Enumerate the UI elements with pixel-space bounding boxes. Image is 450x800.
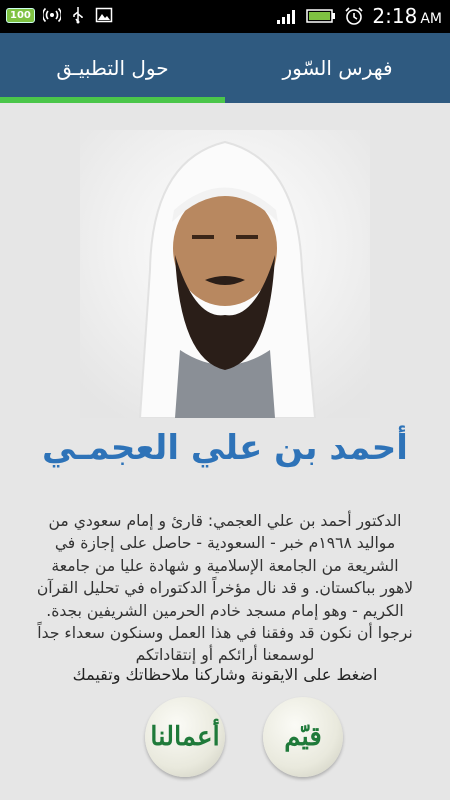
- clock: [372, 4, 442, 28]
- our-works-button[interactable]: [145, 697, 225, 777]
- battery-icon: [306, 7, 336, 25]
- tab-selected-indicator: [0, 97, 225, 103]
- bio-line: لاهور بباكستان. و قد نال مؤخراً الدكتوراه في تحليل القرآن: [36, 579, 414, 598]
- clock-time: 2:18: [372, 4, 418, 28]
- wifi-hotspot-icon: [43, 6, 61, 24]
- clock-ampm: AM: [420, 11, 442, 27]
- bio-line: نرجوا أن نكون قد وفقنا في هذا العمل وسنكون سعداء جداً: [37, 624, 413, 643]
- feedback-prompt: اضغط على الايقونة وشاركنا ملاحظاتك وتقيمك: [72, 665, 378, 684]
- our-works-label: أعمالنا: [150, 722, 220, 752]
- bio-line: الكريم - وهو إمام مسجد خادم الحرمين الشريفين بجدة.: [46, 601, 404, 620]
- bio-line: مواليد ١٩٦٨م خبر - السعودية - حاصل على إجازة في: [54, 534, 396, 553]
- tab-bar: [0, 33, 450, 103]
- tab-about[interactable]: حول التطبيـق: [56, 56, 169, 80]
- bio-line: الدكتور أحمد بن علي العجمي: قارئ و إمام سعودي من: [48, 512, 402, 530]
- rate-app-button[interactable]: [263, 697, 343, 777]
- image-icon: [95, 6, 113, 24]
- alarm-icon: [344, 6, 364, 26]
- bio-line: لوسمعنا أرائكم أو إنتقاداتكم: [135, 646, 315, 665]
- reciter-portrait-image: [80, 130, 370, 418]
- reciter-name: أحمد بن علي العجمـي: [42, 428, 408, 468]
- rate-app-label: قيّم: [284, 722, 322, 752]
- reciter-bio: [20, 510, 430, 667]
- battery-badge: 100: [6, 8, 35, 23]
- status-right: [276, 4, 442, 28]
- status-bar: [0, 0, 450, 33]
- signal-icon: [276, 7, 298, 25]
- tab-surah-index[interactable]: فهرس السّور: [282, 56, 393, 80]
- status-left: [6, 6, 113, 24]
- reciter-portrait: [80, 130, 370, 418]
- bio-line: الشريعة من الجامعة الإسلامية و شهادة عليا من جامعة: [51, 556, 399, 575]
- usb-icon: [69, 6, 87, 24]
